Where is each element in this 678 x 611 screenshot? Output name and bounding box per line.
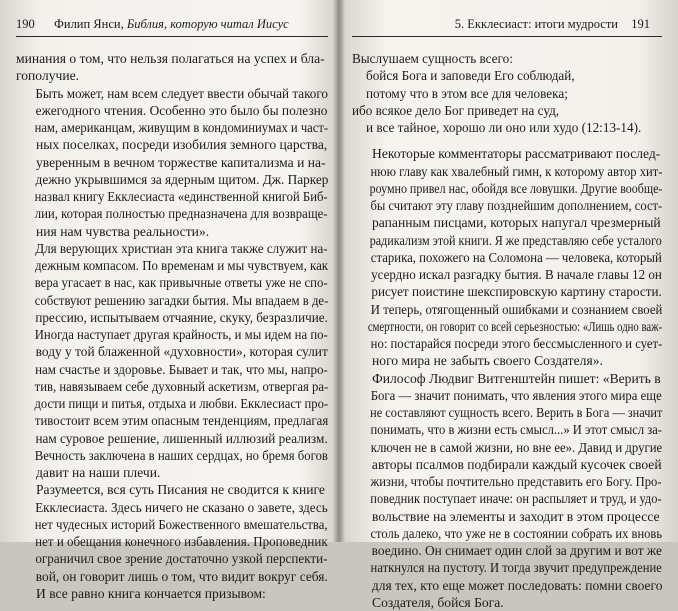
text-line: собствуют решению загадки бытия. Мы впадаем в де- bbox=[34, 292, 329, 308]
text-line: смертности, он говорит со всей серьезностью: «Лишь одно важ- bbox=[367, 318, 663, 334]
text-line: дежным компасом. По временам и мы чувствуем, как bbox=[34, 258, 329, 273]
text-line: Для верующих христиан эта книга также служит на- bbox=[35, 240, 328, 256]
text-line: наткнулся на пустоту. И тогда звучит предупреждение bbox=[370, 560, 662, 576]
text-line: гополучие. bbox=[16, 68, 80, 84]
text-line: нюю главу как хвалебный гимн, к которому автор хит- bbox=[370, 163, 663, 179]
right-paragraph bbox=[352, 370, 662, 611]
text-line: минания о том, что нельзя полагаться на успех и бла- bbox=[16, 51, 325, 66]
text-line: прессию, испытываем отчаяние, скуку, безразличие. bbox=[35, 309, 328, 325]
text-line: Создателя, бойся Бога. bbox=[372, 594, 504, 610]
scripture-quote bbox=[352, 50, 662, 136]
text-line: И все равно книга кончается призывом: bbox=[36, 585, 266, 601]
text-line: ного мира не забыть своего Создателя». bbox=[372, 353, 603, 369]
text-line: но: постарайся посреди этого бессмысленного и сует- bbox=[370, 336, 663, 352]
text-line: Иногда наступает другая крайность, и мы идем на по- bbox=[34, 327, 328, 342]
text-line: тив, навязываем себе духовный аскетизм, отвергая ра- bbox=[34, 378, 329, 394]
text-line: уверенным в вечном торжестве капитализма и на- bbox=[36, 154, 326, 170]
text-line: Некоторые комментаторы рассматривают послед- bbox=[372, 146, 661, 162]
text-line: воду у той блаженной «духовности», которая сулит bbox=[35, 344, 328, 360]
text-line: вольствие на элементы и заходит в этом процессе bbox=[372, 508, 660, 524]
text-line: поведник поступает иначе: он распыляет и труд, и удо- bbox=[370, 491, 662, 507]
text-line: старика, похожего на Соломона — человека, который bbox=[370, 249, 662, 265]
text-line: нам, американцам, живущим в кондоминиумах и част- bbox=[34, 120, 329, 135]
text-line: ных поселках, посреди изобилия земного царства, bbox=[36, 137, 328, 153]
quote-line: бойся Бога и заповеди Его соблюдай, bbox=[366, 68, 575, 84]
text-line: дежно укрывшимся за ядерным щитом. Дж. Паркер bbox=[35, 171, 329, 187]
text-line: Екклесиаста. Здесь ничего не сказано о завете, здесь bbox=[35, 499, 328, 515]
text-line: роумно привел нас, обойдя все ловушки. Другие вообще- bbox=[369, 180, 663, 196]
text-line: авторы псалмов подбирали каждый кусочек своей bbox=[371, 456, 662, 472]
left-paragraph bbox=[16, 240, 328, 482]
text-line: вера угасает в нас, как привычные ответы уже не спо- bbox=[34, 275, 328, 291]
right-paragraph bbox=[352, 145, 662, 369]
text-line: ключен не в самой жизни, но вне ее». Давид и другие bbox=[370, 439, 663, 455]
text-line: назвал книгу Екклесиаста «единственной книгой Биб- bbox=[34, 189, 328, 204]
text-line: жизни, чтобы почтительно представить его Богу. Про- bbox=[370, 474, 662, 490]
left-page-text bbox=[16, 50, 328, 602]
left-paragraph bbox=[16, 481, 328, 602]
quote-line: Выслушаем сущность всего: bbox=[352, 51, 513, 66]
left-paragraph bbox=[16, 85, 328, 240]
text-line: ежегодного чтения. Особенно это было бы полезно bbox=[35, 102, 328, 118]
text-line: нет чудесных историй Божественного вмешательства, bbox=[34, 516, 328, 532]
text-line: нам суровое решение, лишенный иллюзий реализм. bbox=[35, 430, 328, 446]
text-line: ния нам чувства реальности». bbox=[36, 223, 210, 239]
text-line: бы считают эту главу позднейшим дополнением, сост- bbox=[370, 198, 663, 214]
text-line: Разумеется, вся суть Писания не сводится к книге bbox=[36, 482, 325, 498]
text-line: рисует поистине шекспировскую картину старости. bbox=[371, 284, 662, 300]
text-line: вой, он говорит лишь о том, что видит вокруг себя. bbox=[35, 568, 328, 584]
left-page-header bbox=[16, 10, 328, 37]
text-line: не составляют сущность всего. Верить в Бога — значит bbox=[370, 405, 663, 421]
text-line: Вечность заключена в наших сердцах, но бремя богов bbox=[34, 447, 328, 463]
right-page-text bbox=[352, 50, 662, 611]
text-line: Философ Людвиг Витгенштейн пишет: «Верить в bbox=[372, 370, 661, 386]
right-page-number: 191 bbox=[631, 17, 650, 31]
text-line: тивостоит всем этим опасным тенденциям, предлагая bbox=[34, 413, 329, 429]
text-line: рапанным писцами, которых напугал чрезмерный bbox=[372, 215, 661, 231]
right-page-header bbox=[352, 10, 662, 37]
text-line: столь далеко, что уже не в состоянии собрать их вновь bbox=[370, 525, 663, 541]
text-line: дости пищи и питья, отдыха и любви. Екклесиаст про- bbox=[34, 396, 329, 411]
text-line: усердно искал разгадку бытия. В начале главы 12 он bbox=[371, 267, 662, 283]
text-line: давит на наши плечи. bbox=[36, 465, 161, 480]
left-page-number: 190 bbox=[16, 17, 35, 31]
text-line: нет и обещания конечного избавления. Проповедник bbox=[35, 534, 328, 549]
left-paragraph bbox=[16, 50, 328, 85]
text-line: понимать, что в жизни есть смысл...» И этот смысл за- bbox=[370, 422, 662, 438]
text-line: Быть может, нам всем следует ввести обычай такого bbox=[35, 85, 329, 101]
right-running-title: 5. Екклесиаст: итоги мудрости bbox=[454, 17, 618, 31]
right-page bbox=[352, 0, 663, 610]
book-gutter bbox=[333, 0, 345, 542]
quote-line: потому что в этом все для человека; bbox=[366, 85, 568, 101]
text-line: ограничил свое зрение достаточно узкой перспекти- bbox=[35, 551, 328, 567]
text-line: радикализм этой книги. Я же представляю себе усталого bbox=[369, 232, 662, 248]
quote-line: и все тайное, хорошо ли оно или худо (12:13-14). bbox=[366, 120, 642, 136]
quote-line: ибо всякое дело Бог приведет на суд, bbox=[352, 102, 560, 118]
left-running-title: Филип Янси, Библия, которую читал Иисус bbox=[54, 17, 289, 31]
text-line: для тех, кто еще может последовать: помни своего bbox=[371, 577, 663, 593]
quote-spacer bbox=[352, 136, 662, 145]
text-line: И теперь, отягощенный ошибками и сознанием своей bbox=[370, 301, 663, 317]
text-line: воедино. Он снимает один слой за другим и вот же bbox=[371, 543, 662, 559]
left-page bbox=[16, 0, 329, 601]
text-line: лии, которая полностью предназначена для возвраще- bbox=[34, 206, 328, 222]
text-line: нам счастье и здоровье. Бывает и так, что мы, напро- bbox=[35, 361, 328, 377]
text-line: Бога — значит понимать, что явления этого мира еще bbox=[370, 387, 662, 403]
